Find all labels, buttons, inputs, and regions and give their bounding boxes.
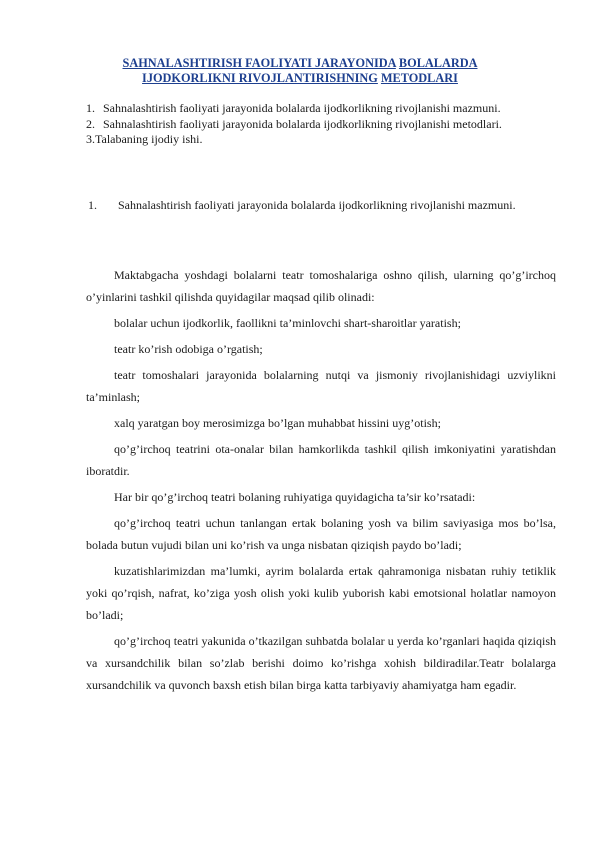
plan-item (86, 101, 556, 117)
plan-item-number: 1. (86, 101, 95, 115)
title-part: IJODKORLIKNI RIVOJLANTIRISHNING (142, 71, 378, 85)
paragraph: kuzatishlarimizdan ma’lumki, ayrim bolalarda ertak qahramoniga nisbatan ruhiy tetiklik yoki qo’rqish, nafrat, ko’ziga yosh olish yoki kulib yuborish kabi emotsional holatlar namoyon bo’ladi; (86, 564, 556, 622)
title-part: METODLARI (380, 71, 458, 85)
plan-item (86, 117, 556, 133)
paragraph: teatr ko’rish odobiga o’rgatish; (114, 342, 263, 356)
plan-item-number: 2. (86, 116, 95, 131)
plan-item-text: Talabaning ijodiy ishi. (95, 132, 203, 146)
paragraph: bolalar uchun ijodkorlik, faollikni ta’minlovchi shart-sharoitlar yaratish; (114, 316, 461, 330)
paragraph: qo’g’irchoq teatri uchun tanlangan ertak bolaning yosh va bilim saviyasiga mos bo’lsa, bolada butun vujudi bilan uni ko’rish va unga nisbatan qiziqish paydo bo’ladi; (86, 516, 556, 552)
section-text: Sahnalashtirish faoliyati jarayonida bolalarda ijodkorlikning rivojlanishi mazmuni. (118, 198, 516, 212)
plan-list (86, 101, 556, 148)
paragraph: teatr tomoshalari jarayonida bolalarning nutqi va jismoniy rivojlanishidagi uzviylikni ta’minlash; (86, 368, 556, 404)
title-part: SAHNALASHTIRISH FAOLIYATI JARAYONIDA (122, 56, 396, 70)
document-title (86, 56, 514, 86)
section-heading (86, 198, 556, 214)
title-part: BOLALARDA (398, 56, 478, 70)
paragraph: Har bir qo’g’irchoq teatri bolaning ruhiyatiga quyidagicha ta’sir ko’rsatadi: (114, 490, 476, 504)
plan-item-text: Sahnalashtirish faoliyati jarayonida bolalarda ijodkorlikning rivojlanishi mazmuni. (103, 101, 501, 115)
plan-item-text: Sahnalashtirish faoliyati jarayonida bolalarda ijodkorlikning rivojlanishi metodlari. (103, 116, 502, 131)
paragraph: Maktabgacha yoshdagi bolalarni teatr tomoshalariga oshno qilish, ularning qo’g’irchoq o’yinlarini tashkil qilishda quyidagilar maqsad qilib olinadi: (86, 268, 556, 304)
title-line-1 (86, 56, 514, 71)
section-number: 1. (88, 198, 97, 212)
plan-item-number: 3. (86, 132, 95, 146)
plan-item (86, 132, 556, 148)
paragraph: qo’g’irchoq teatri yakunida o’tkazilgan suhbatda bolalar u yerda ko’rganlari haqida qiziqish va xursandchilik bilan so’zlab berishi doimo ko’rishga xohish bildiradilar.Teatr bolalarga xursandchilik va quvonch baxsh etish bilan birga katta tarbiyaviy ahamiyatga ham egadir. (86, 634, 556, 692)
body-text (86, 264, 556, 700)
title-line-2 (86, 71, 514, 86)
paragraph: qo’g’irchoq teatrini ota-onalar bilan hamkorlikda tashkil qilish imkoniyatini yaratishdan iboratdir. (86, 442, 556, 478)
paragraph: xalq yaratgan boy merosimizga bo’lgan muhabbat hissini uyg’otish; (114, 416, 441, 430)
